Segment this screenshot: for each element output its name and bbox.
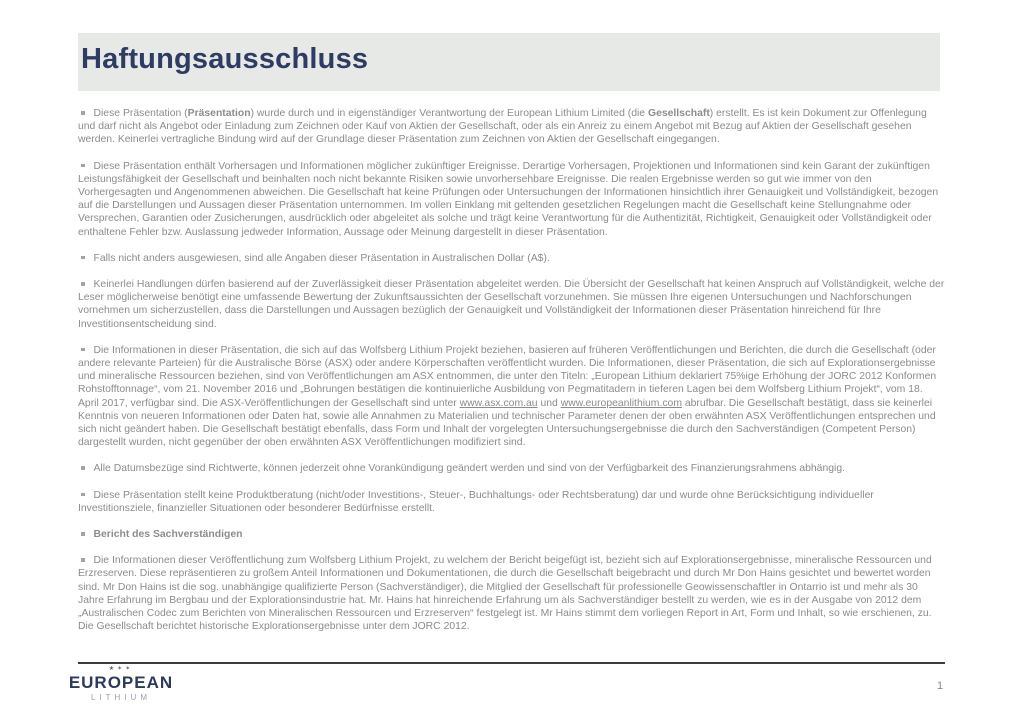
bullet-icon (81, 558, 85, 562)
company-logo (66, 666, 176, 702)
text-run: Die Informationen dieser Veröffentlichung zum Wolfsberg Lithium Projekt, zu welchem der Bericht beigefügt ist, bezieht sich auf Explorationsergebnisse, mineralische Ressourcen und Erzreserven. Diese repräsentieren zu großem Anteil Informationen und Dokumentationen, die durch die Gesellschaft beigebracht und durch Mr Don Hains gesichtet und bewertet worden sind. Mr Don Hains ist die sog. unabhängige qualifizierte Person (Sachverständiger), die Mitglied der Gesellschaft für professionelle Geowissenschaftler in Ontarrio ist und mehr als 30 Jahre Erfahrung im Bergbau und der Explorationsindustrie hat. Mr. Hains hat hinreichende Erfahrung um als Sachverständiger bestellt zu werden, wie es in der Ausgabe von 2012 dem „Australischen Codec zum Berichten von Mineralischen Ressourcen und Erzreserven“ festgelegt ist. Mr Hains stimmt dem vorliegen Report in Art, Form und Inhalt, so wie erschienen, zu. Die Gesellschaft berichtet historische Explorationsergebnisse unter dem JORC 2012. (78, 555, 932, 633)
logo-secondary-text: LITHIUM (91, 693, 151, 702)
text-run: Falls nicht anders ausgewiesen, sind alle Angaben dieser Präsentation in Australischen Dollar (A$). (93, 252, 550, 264)
bullet-icon (81, 532, 85, 536)
bullet-icon (81, 348, 85, 352)
bullet-item (78, 462, 945, 475)
text-run: abrufbar. Die Gesellschaft bestätigt, dass sie keinerlei Kenntnis von neueren Informationen oder Daten hat, sowie alle Annahmen zu Materialien und technischer Parameter denen der oben erwähnten ASX Veröffentlichungen entsprechen und sich nicht geändert haben. Die Gesellschaft bestätigt ebenfalls, dass Form und Inhalt der vorgelegten Untersuchungsergebnisse die durch den Sachverständigen (Competent Person) dargestellt wurden, nicht gegenüber der oben erwähnten ASX Veröffentlichungen modifiziert sind. (78, 397, 936, 449)
bullet-list (78, 107, 945, 657)
bullet-item (78, 278, 945, 331)
external-link[interactable]: www.europeanlithium.com (560, 397, 682, 409)
logo-stars-icon: ★✶✶ (108, 666, 134, 672)
text-run: Die Informationen in dieser Präsentation, die sich auf das Wolfsberg Lithium Projekt beziehen, basieren auf früheren Veröffentlichungen und Berichten, die durch die Gesellschaft (oder andere relevante Parteien) für die Australische Börse (ASX) oder andere Körperschaften veröffentlicht wurden. Die Informationen, dieser Präsentation, die sich auf Explorationsergebnisse und mineralische Ressourcen beziehen, sind von Veröffentlichungen am ASX entnommen, die unter den Titeln: „European Lithium deklariert 75%ige Erhöhung der JORC 2012 Konformen Rohstofftonnage“, vom 21. November 2016 und „Bohrungen bestätigen die kontinuierliche Ausbildung von Pegmatitadern in tieferen Lagen bei dem Wolfsberg Lithium Projekt“, vom 18. April 2017, verfügbar sind. Die ASX-Veröffentlichungen der Gesellschaft sind unter (78, 344, 937, 409)
bullet-item (78, 344, 945, 450)
text-run: Diese Präsentation enthält Vorhersagen und Informationen möglicher zukünftiger Ereignisse. Derartige Vorhersagen, Projektionen und Informationen sind kein Garant der zukünftigen Leistungsfähigkeit der Gesellschaft und beinhalten noch nicht bekannte Risiken sowie unvorhersehbare Ereignisse. Die realen Ergebnisse werden so gut wie immer von den Vorhergesagten und Angenommenen abweichen. Die Gesellschaft hat keine Prüfungen oder Untersuchungen der Informationen hinsichtlich ihrer Genauigkeit und Vollständigkeit, bezogen auf die Darstellungen und Aussagen dieser Präsentation unternommen. Im vollen Einklang mit geltenden gesetzlichen Regelungen macht die Gesellschaft keine Stellungnahme oder Versprechen, Garantien oder Zusicherungen, ausdrücklich oder abgeleitet als solche und trägt keine Verantwortung für die Authentizität, Richtigkeit, Genauigkeit oder Vollständigkeit oder enthaltene Fehler bzw. Auslassung jedweder Information, Aussage oder Meinung dargestellt in dieser Präsentation. (78, 160, 939, 238)
bullet-icon (81, 256, 85, 260)
bullet-icon (81, 493, 85, 497)
text-run: Alle Datumsbezüge sind Richtwerte, können jederzeit ohne Vorankündigung geändert werden und sind von der Verfügbarkeit des Finanzierungsrahmens abhängig. (93, 463, 845, 475)
bullet-item (78, 252, 945, 265)
text-run: Keinerlei Handlungen dürfen basierend auf der Zuverlässigkeit dieser Präsentation abgeleitet werden. Die Übersicht der Gesellschaft hat keinen Anspruch auf Vollständigkeit, welche der Leser möglicherweise benötigt eine umfassende Bewertung der Zukunftsaussichten der Gesellschaft vorzunehmen. Sie müssen Ihre eigenen Untersuchungen und Nachforschungen vornehmen um sicherzustellen, dass die Darstellungen und Aussagen bezüglich der Genauigkeit und Vollständigkeit der Informationen dieser Präsentation hinreichend für Ihre Investitionsentscheidung sind. (78, 279, 945, 330)
text-run: Bericht des Sachverständigen (93, 529, 243, 541)
bullet-icon (81, 111, 85, 115)
bullet-item (78, 160, 945, 239)
page-number: 1 (936, 680, 944, 692)
header-band (78, 33, 940, 91)
external-link[interactable]: www.asx.com.au (459, 397, 538, 409)
logo-primary-text: EUROPEAN (68, 673, 174, 692)
bullet-icon (81, 282, 85, 286)
text-run: ) wurde durch und in eigenständiger Verantwortung der European Lithium Limited (die (250, 108, 648, 119)
text-run: und (537, 397, 561, 409)
bullet-item (78, 107, 945, 147)
text-run: Gesellschaft (647, 108, 710, 119)
bullet-item (78, 528, 945, 541)
text-run: Diese Präsentation stellt keine Produktberatung (nicht/oder Investitions-, Steuer-, Buchhaltungs- oder Rechtsberatung) dar und wurde ohne Berücksichtigung individueller Investitionsziele, finanzieller Situationen oder besonderer Bedürfnisse erstellt. (78, 489, 874, 514)
bullet-item (78, 489, 945, 515)
bullet-item (78, 554, 945, 633)
page-title: Haftungsausschluss (81, 43, 369, 75)
text-run: ) erstellt. Es ist kein Dokument zur Offenlegung und darf nicht als Angebot oder Einladung zum Zeichnen oder Kauf von Aktien der Gesellschaft, oder als ein Anreiz zu einem Angebot mit Bezug auf Aktien der Gesellschaft gesehen werden. Keinerlei vertragliche Bindung wird auf der Grundlage dieser Präsentation zum Zeichnen von Aktien der Gesellschaft eingegangen. (78, 108, 927, 146)
text-run: Präsentation (187, 108, 251, 119)
text-run: Diese Präsentation ( (93, 108, 188, 119)
footer-divider (78, 662, 945, 664)
bullet-icon (81, 466, 85, 470)
bullet-icon (81, 164, 85, 168)
